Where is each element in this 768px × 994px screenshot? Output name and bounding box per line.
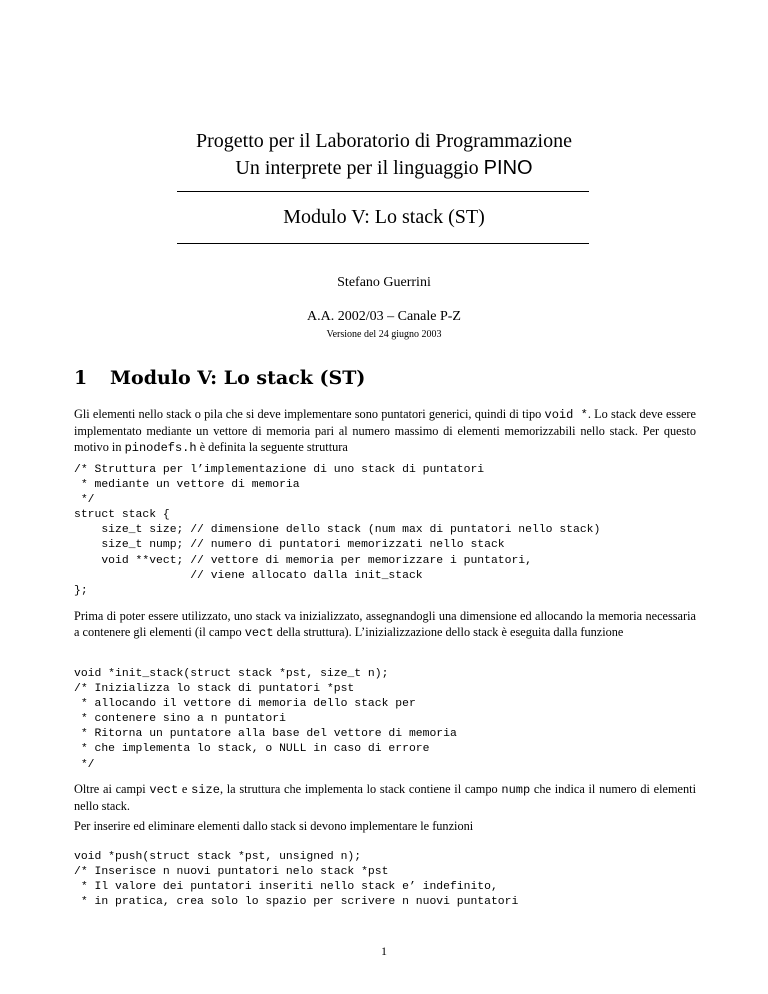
code-push: void *push(struct stack *pst, unsigned n); /* Inserisce n nuovi puntatori nelo stack *pst * Il valore dei puntatori inseriti nello stack e’ indefinito, * in pratica, crea solo lo spazio per scrivere n nuovi puntatori <box>74 851 519 909</box>
p1-code-pinodefs: pinodefs.h <box>124 441 197 455</box>
bottom-rule <box>177 243 589 244</box>
p3-code-size: size <box>191 783 220 797</box>
paragraph-2 <box>74 608 696 641</box>
p2-text-a: Prima di poter essere utilizzato, uno stack va inizializzato, assegnandogli una dimensione ed allocando la memoria necessaria a contenere gli elementi (il campo <box>74 609 696 639</box>
p1-text-b: . Lo stack deve essere implementato mediante un vettore di memoria pari al numero massimo di elementi memorizzabili nello stack. Per questo motivo in <box>74 407 696 454</box>
section-title: Modulo V: Lo stack (ST) <box>110 367 366 389</box>
title-line-2-prefix: Un interprete per il linguaggio <box>235 157 484 179</box>
section-number: 1 <box>74 367 88 389</box>
page-number: 1 <box>381 944 387 958</box>
p1-code-void: void * <box>544 408 588 422</box>
p1-text-c: è definita la seguente struttura <box>196 440 348 454</box>
title-line-2 <box>0 155 768 181</box>
p3-code-nump: nump <box>501 783 531 797</box>
paragraph-4: Per inserire ed eliminare elementi dallo stack si devono implementare le funzioni <box>74 819 474 833</box>
p1-text-a: Gli elementi nello stack o pila che si deve implementare sono puntatori generici, quindi di tipo <box>74 407 545 421</box>
paragraph-3 <box>74 781 696 814</box>
p3-text-b: e <box>178 782 192 796</box>
p3-code-vect: vect <box>149 783 179 797</box>
title-line-1: Progetto per il Laboratorio di Programmazione <box>195 130 572 152</box>
p2-code-vect: vect <box>244 626 274 640</box>
code-init-stack: void *init_stack(struct stack *pst, size_t n); /* Inizializza lo stack di puntatori *pst * allocando il vettore di memoria dello stack per * contenere sino a n puntatori * Ritorna un puntatore alla base del vettore di memoria * che implementa lo stack, o NULL in caso di errore */ <box>74 668 457 771</box>
paragraph-1 <box>74 406 696 456</box>
p3-text-d: che indica il numero di elementi nello stack. <box>74 782 696 813</box>
p2-text-b: della struttura). L’inizializzazione dello stack è eseguita dalla funzione <box>273 625 624 639</box>
top-rule <box>177 191 589 192</box>
language-name: PINO <box>483 157 533 179</box>
p3-text-c: , la struttura che implementa lo stack contiene il campo <box>219 782 502 796</box>
academic-year: A.A. 2002/03 – Canale P-Z <box>307 309 461 324</box>
author-name: Stefano Guerrini <box>337 275 431 290</box>
p3-text-a: Oltre ai campi <box>74 782 150 796</box>
section-heading <box>74 367 365 389</box>
module-title: Modulo V: Lo stack (ST) <box>283 206 485 228</box>
version-date: Versione del 24 giugno 2003 <box>326 329 442 340</box>
code-struct-stack: /* Struttura per l’implementazione di uno stack di puntatori * mediante un vettore di memoria */ struct stack { size_t size; // dimensione dello stack (num max di puntatori nello stack) size_t nump; // numero di puntatori memorizzati nello stack void **vect; // vettore di memoria per memorizzare i puntatori, // viene allocato dalla init_stack }; <box>74 464 601 597</box>
